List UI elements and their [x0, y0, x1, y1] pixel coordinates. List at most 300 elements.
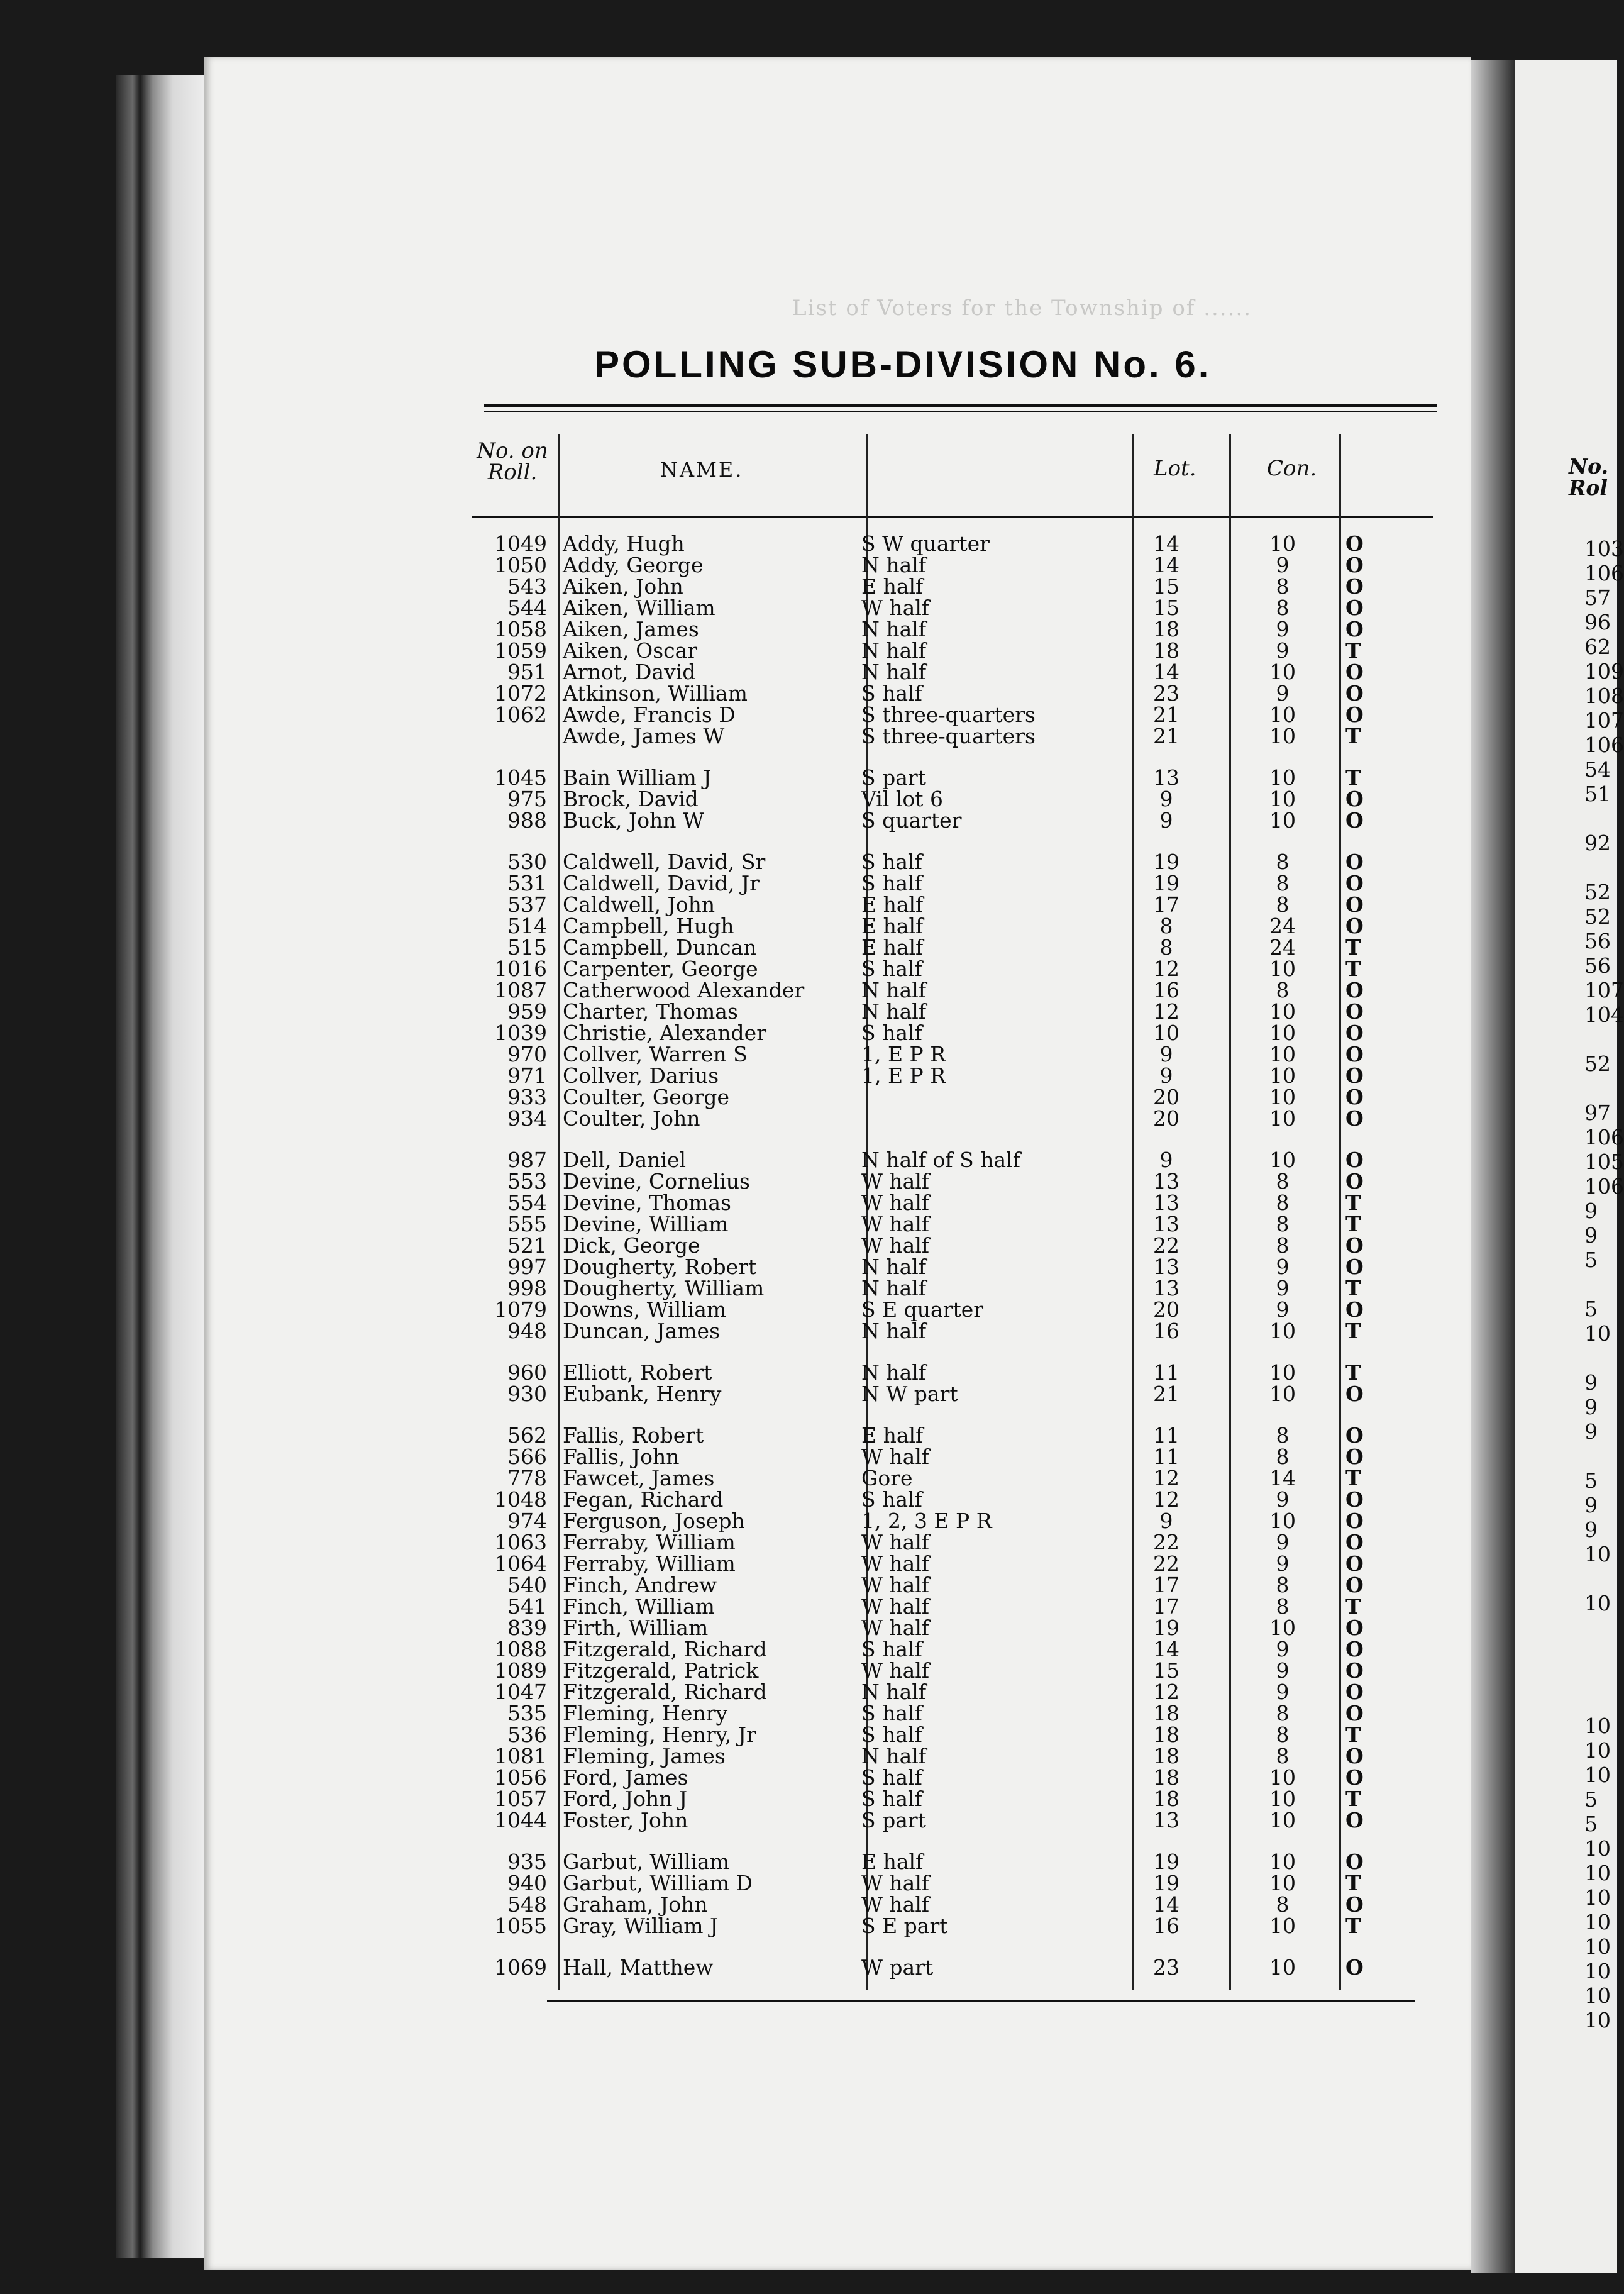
- voter-name: Bain William J: [563, 765, 712, 790]
- table-row: [0, 619, 1509, 640]
- table-row: [0, 894, 1509, 916]
- voter-status: O: [1345, 999, 1364, 1024]
- roll-number: 1055: [494, 1914, 547, 1938]
- roll-number: 948: [507, 1319, 547, 1343]
- voter-status: O: [1345, 1382, 1364, 1406]
- concession-number: 8: [1276, 871, 1290, 895]
- voter-name: Ferraby, William: [563, 1551, 736, 1576]
- concession-number: 10: [1269, 1615, 1296, 1640]
- lot-description: N half: [861, 638, 927, 663]
- roll-number: 997: [507, 1255, 547, 1279]
- voter-name: Fawcet, James: [563, 1466, 715, 1490]
- roll-number: 1045: [494, 765, 547, 790]
- voter-status: T: [1345, 1594, 1361, 1619]
- lot-number: 15: [1153, 596, 1179, 620]
- lot-number: 20: [1153, 1085, 1179, 1109]
- lot-description: S half: [861, 1637, 922, 1661]
- roll-number: 1064: [494, 1551, 547, 1576]
- lot-number: 22: [1153, 1233, 1179, 1258]
- voter-status: O: [1345, 1701, 1364, 1726]
- table-row: [0, 1278, 1509, 1299]
- concession-number: 8: [1276, 1444, 1290, 1469]
- voter-status: O: [1345, 531, 1364, 556]
- voter-name: Campbell, Hugh: [563, 914, 734, 938]
- roll-number: 1056: [494, 1765, 547, 1790]
- voter-name: Dell, Daniel: [563, 1148, 687, 1172]
- concession-number: 10: [1269, 1787, 1296, 1811]
- lot-number: 21: [1153, 702, 1179, 727]
- table-row: [0, 1894, 1509, 1915]
- table-row: [0, 1703, 1509, 1724]
- roll-number: 988: [507, 808, 547, 833]
- next-page-roll-number: 51: [1584, 782, 1611, 806]
- voter-status: O: [1345, 1808, 1364, 1832]
- concession-number: 9: [1276, 1487, 1290, 1512]
- lot-description: S E quarter: [861, 1297, 984, 1322]
- lot-number: 13: [1153, 1808, 1179, 1832]
- voter-status: O: [1345, 1509, 1364, 1533]
- voter-status: T: [1345, 638, 1361, 663]
- voter-status: O: [1345, 1487, 1364, 1512]
- voter-name: Duncan, James: [563, 1319, 721, 1343]
- voter-status: T: [1345, 1914, 1361, 1938]
- roll-number: 1059: [494, 638, 547, 663]
- roll-number: 536: [507, 1722, 547, 1747]
- voter-status: O: [1345, 1892, 1364, 1917]
- voter-status: O: [1345, 681, 1364, 706]
- concession-number: 9: [1276, 681, 1290, 706]
- roll-number: 974: [507, 1509, 547, 1533]
- voter-name: Foster, John: [563, 1808, 688, 1832]
- column-header-lot: Lot.: [1154, 456, 1196, 481]
- next-page-roll-number: 5: [1584, 1248, 1598, 1272]
- roll-number: 1048: [494, 1487, 547, 1512]
- lot-number: 17: [1153, 892, 1179, 917]
- roll-number: 960: [507, 1360, 547, 1385]
- voter-status: O: [1345, 850, 1364, 874]
- voter-status: O: [1345, 1042, 1364, 1067]
- voter-name: Firth, William: [563, 1615, 709, 1640]
- column-header-con: Con.: [1267, 456, 1317, 481]
- voter-name: Campbell, Duncan: [563, 935, 757, 960]
- roll-number: 934: [507, 1106, 547, 1131]
- lot-number: 16: [1153, 978, 1179, 1002]
- voter-name: Aiken, William: [563, 596, 715, 620]
- lot-number: 15: [1153, 574, 1179, 599]
- roll-number: 1047: [494, 1680, 547, 1704]
- lot-description: W half: [861, 1615, 930, 1640]
- table-row: [0, 873, 1509, 894]
- table-row: [0, 1724, 1509, 1746]
- voter-name: Devine, William: [563, 1212, 729, 1236]
- voter-status: T: [1345, 1360, 1361, 1385]
- next-page-roll-number: 9: [1584, 1395, 1598, 1419]
- next-page-roll-number: 62: [1584, 634, 1611, 659]
- next-page-roll-number: 92: [1584, 831, 1611, 855]
- concession-number: 9: [1276, 1658, 1290, 1683]
- roll-number: 1079: [494, 1297, 547, 1322]
- lot-number: 21: [1153, 1382, 1179, 1406]
- voter-name: Devine, Thomas: [563, 1190, 731, 1215]
- lot-description: E half: [861, 892, 924, 917]
- table-row: [0, 662, 1509, 683]
- voter-name: Dougherty, Robert: [563, 1255, 757, 1279]
- lot-description: N half: [861, 1360, 927, 1385]
- voter-status: O: [1345, 702, 1364, 727]
- concession-number: 8: [1276, 1190, 1290, 1215]
- next-page-roll-number: 10: [1584, 1738, 1611, 1763]
- lot-description: 1, 2, 3 E P R: [861, 1509, 992, 1533]
- voter-name: Fegan, Richard: [563, 1487, 724, 1512]
- table-row: [0, 1022, 1509, 1044]
- roll-number: 531: [507, 871, 547, 895]
- roll-number: 940: [507, 1871, 547, 1895]
- next-page-roll-number: 5: [1584, 1787, 1598, 1812]
- voter-name: Garbut, William D: [563, 1871, 753, 1895]
- page-title: POLLING SUB-DIVISION No. 6.: [594, 343, 1212, 385]
- concession-number: 8: [1276, 1423, 1290, 1448]
- roll-number: 555: [507, 1212, 547, 1236]
- next-page-roll-number: 56: [1584, 929, 1611, 953]
- roll-number: 566: [507, 1444, 547, 1469]
- lot-number: 13: [1153, 1190, 1179, 1215]
- next-page-roll-number: 10: [1584, 1885, 1611, 1910]
- voter-status: T: [1345, 1466, 1361, 1490]
- concession-number: 8: [1276, 1233, 1290, 1258]
- lot-number: 9: [1159, 1148, 1173, 1172]
- lot-number: 14: [1153, 660, 1179, 684]
- table-row: [0, 597, 1509, 619]
- voter-name: Addy, Hugh: [563, 531, 685, 556]
- next-page-roll-number: 10: [1584, 1959, 1611, 1983]
- column-header-roll: [468, 440, 556, 483]
- voter-status: T: [1345, 1319, 1361, 1343]
- voter-name: Christie, Alexander: [563, 1021, 766, 1045]
- voter-status: O: [1345, 1021, 1364, 1045]
- voter-name: Finch, Andrew: [563, 1573, 717, 1597]
- voter-status: O: [1345, 1551, 1364, 1576]
- voter-name: Collver, Warren S: [563, 1042, 748, 1067]
- roll-number: 839: [507, 1615, 547, 1640]
- next-page-roll-number: 9: [1584, 1370, 1598, 1395]
- lot-number: 12: [1153, 956, 1179, 981]
- lot-description: S half: [861, 1487, 922, 1512]
- roll-number: 562: [507, 1423, 547, 1448]
- column-header-name: NAME.: [660, 458, 744, 482]
- voter-name: Coulter, John: [563, 1106, 700, 1131]
- table-row: [0, 1639, 1509, 1660]
- roll-number: 1072: [494, 681, 547, 706]
- lot-number: 18: [1153, 1744, 1179, 1768]
- lot-number: 14: [1153, 1637, 1179, 1661]
- concession-number: 10: [1269, 1021, 1296, 1045]
- next-page-roll-number: 9: [1584, 1419, 1598, 1444]
- table-row: [0, 1767, 1509, 1788]
- voter-name: Ford, John J: [563, 1787, 688, 1811]
- lot-description: S half: [861, 1722, 922, 1747]
- lot-number: 14: [1153, 531, 1179, 556]
- lot-number: 12: [1153, 1487, 1179, 1512]
- roll-number: 1039: [494, 1021, 547, 1045]
- concession-number: 10: [1269, 702, 1296, 727]
- lot-description: S half: [861, 850, 922, 874]
- table-row: [0, 789, 1509, 810]
- lot-number: 15: [1153, 1658, 1179, 1683]
- lot-number: 16: [1153, 1319, 1179, 1343]
- lot-number: 8: [1159, 914, 1173, 938]
- roll-number: 544: [507, 596, 547, 620]
- roll-number: 1050: [494, 553, 547, 577]
- lot-number: 18: [1153, 1787, 1179, 1811]
- voter-name: Awde, James W: [563, 724, 725, 748]
- lot-number: 13: [1153, 1276, 1179, 1300]
- lot-number: 21: [1153, 724, 1179, 748]
- next-page-roll-number: 107: [1584, 978, 1624, 1002]
- roll-number: 998: [507, 1276, 547, 1300]
- title-rule-top: [484, 404, 1437, 407]
- lot-description: S part: [861, 765, 926, 790]
- voter-status: O: [1345, 1680, 1364, 1704]
- roll-number: 541: [507, 1594, 547, 1619]
- lot-description: W half: [861, 1233, 930, 1258]
- voter-status: O: [1345, 871, 1364, 895]
- voter-status: O: [1345, 1255, 1364, 1279]
- next-page-roll-number: 104: [1584, 1002, 1624, 1027]
- next-page-roll-number: 10: [1584, 1591, 1611, 1615]
- table-row: [0, 1915, 1509, 1937]
- table-row: [0, 1510, 1509, 1532]
- lot-description: S half: [861, 1701, 922, 1726]
- roll-number: 537: [507, 892, 547, 917]
- roll-number: 971: [507, 1063, 547, 1088]
- next-page-roll-number: 97: [1584, 1100, 1611, 1125]
- voter-status: O: [1345, 1765, 1364, 1790]
- header-rule: [472, 516, 1433, 518]
- voter-name: Ferraby, William: [563, 1530, 736, 1554]
- concession-number: 10: [1269, 1085, 1296, 1109]
- lot-description: S half: [861, 1787, 922, 1811]
- concession-number: 10: [1269, 787, 1296, 811]
- next-page-header-roll: Rol: [1569, 475, 1608, 500]
- table-row: [0, 683, 1509, 704]
- table-row: [0, 1682, 1509, 1703]
- lot-number: 22: [1153, 1530, 1179, 1554]
- lot-description: E half: [861, 574, 924, 599]
- voter-status: T: [1345, 724, 1361, 748]
- roll-number: 987: [507, 1148, 547, 1172]
- next-page-header: [1569, 456, 1608, 499]
- roll-number: 1087: [494, 978, 547, 1002]
- lot-number: 19: [1153, 1615, 1179, 1640]
- voter-name: Caldwell, David, Sr: [563, 850, 766, 874]
- next-page-roll-number: 106: [1584, 1174, 1624, 1199]
- lot-number: 17: [1153, 1573, 1179, 1597]
- lot-description: N half of S half: [861, 1148, 1020, 1172]
- voter-status: O: [1345, 978, 1364, 1002]
- voter-name: Caldwell, David, Jr: [563, 871, 760, 895]
- voter-status: T: [1345, 956, 1361, 981]
- column-header-roll-line1: No. on: [477, 438, 548, 463]
- concession-number: 8: [1276, 978, 1290, 1002]
- lot-description: W half: [861, 1892, 930, 1917]
- lot-number: 13: [1153, 1212, 1179, 1236]
- lot-number: 12: [1153, 1466, 1179, 1490]
- lot-description: S E part: [861, 1914, 948, 1938]
- next-page-roll-number: 52: [1584, 1051, 1611, 1076]
- lot-number: 8: [1159, 935, 1173, 960]
- concession-number: 9: [1276, 617, 1290, 641]
- table-row: [0, 1214, 1509, 1235]
- voter-name: Brock, David: [563, 787, 699, 811]
- next-page-roll-number: 106: [1584, 1125, 1624, 1150]
- roll-number: 935: [507, 1849, 547, 1874]
- voter-name: Aiken, Oscar: [563, 638, 698, 663]
- table-row: [0, 1299, 1509, 1321]
- table-row: [0, 1001, 1509, 1022]
- lot-number: 23: [1153, 681, 1179, 706]
- concession-number: 8: [1276, 596, 1290, 620]
- roll-number: 959: [507, 999, 547, 1024]
- table-row: [0, 937, 1509, 958]
- roll-number: 543: [507, 574, 547, 599]
- table-row: [0, 1044, 1509, 1065]
- lot-number: 22: [1153, 1551, 1179, 1576]
- lot-description: W half: [861, 1169, 930, 1194]
- table-row: [0, 1532, 1509, 1553]
- lot-description: S three-quarters: [861, 724, 1036, 748]
- next-page-roll-number: 107: [1584, 708, 1624, 733]
- lot-description: N half: [861, 660, 927, 684]
- lot-number: 17: [1153, 1594, 1179, 1619]
- lot-description: W half: [861, 596, 930, 620]
- table-row: [0, 1150, 1509, 1171]
- voter-status: T: [1345, 935, 1361, 960]
- next-page-roll-number: 10: [1584, 1763, 1611, 1787]
- voter-status: O: [1345, 914, 1364, 938]
- next-page-roll-number: 10: [1584, 1910, 1611, 1934]
- table-row: [0, 704, 1509, 726]
- next-page-roll-number: 52: [1584, 880, 1611, 904]
- lot-number: 12: [1153, 1680, 1179, 1704]
- voter-status: O: [1345, 1085, 1364, 1109]
- roll-number: 970: [507, 1042, 547, 1067]
- lot-number: 18: [1153, 1765, 1179, 1790]
- table-row: [0, 851, 1509, 873]
- title-rule-bottom: [484, 411, 1437, 412]
- next-page-roll-number: 109: [1584, 659, 1624, 684]
- table-row: [0, 1087, 1509, 1108]
- lot-description: 1, E P R: [861, 1042, 946, 1067]
- concession-number: 9: [1276, 1255, 1290, 1279]
- lot-description: W half: [861, 1190, 930, 1215]
- voter-name: Fitzgerald, Patrick: [563, 1658, 759, 1683]
- lot-description: W half: [861, 1573, 930, 1597]
- voter-status: T: [1345, 765, 1361, 790]
- roll-number: 535: [507, 1701, 547, 1726]
- lot-description: S half: [861, 1021, 922, 1045]
- next-page-roll-number: 10: [1584, 1836, 1611, 1861]
- voter-status: O: [1345, 1658, 1364, 1683]
- lot-description: N half: [861, 617, 927, 641]
- concession-number: 8: [1276, 1169, 1290, 1194]
- next-page-roll-number: 108: [1584, 684, 1624, 708]
- concession-number: 10: [1269, 1849, 1296, 1874]
- table-row: [0, 555, 1509, 576]
- lot-number: 12: [1153, 999, 1179, 1024]
- voter-status: O: [1345, 1106, 1364, 1131]
- next-page-roll-number: 106: [1584, 561, 1624, 585]
- voter-name: Dick, George: [563, 1233, 700, 1258]
- concession-number: 9: [1276, 638, 1290, 663]
- table-row: [0, 1192, 1509, 1214]
- lot-description: S three-quarters: [861, 702, 1036, 727]
- table-row: [0, 1873, 1509, 1894]
- lot-number: 20: [1153, 1106, 1179, 1131]
- lot-description: N half: [861, 1255, 927, 1279]
- concession-number: 14: [1269, 1466, 1296, 1490]
- table-row: [0, 958, 1509, 980]
- roll-number: 515: [507, 935, 547, 960]
- voter-status: O: [1345, 1530, 1364, 1554]
- next-page-roll-number: 10: [1584, 1542, 1611, 1566]
- lot-number: 16: [1153, 1914, 1179, 1938]
- lot-description: E half: [861, 1849, 924, 1874]
- lot-description: S W quarter: [861, 531, 990, 556]
- voter-name: Charter, Thomas: [563, 999, 738, 1024]
- voter-name: Addy, George: [563, 553, 704, 577]
- table-row: [0, 1065, 1509, 1087]
- table-row: [0, 980, 1509, 1001]
- voter-name: Downs, William: [563, 1297, 727, 1322]
- lot-number: 9: [1159, 1042, 1173, 1067]
- voter-status: T: [1345, 1276, 1361, 1300]
- concession-number: 8: [1276, 574, 1290, 599]
- table-row: [0, 1617, 1509, 1639]
- lot-description: N half: [861, 999, 927, 1024]
- concession-number: 10: [1269, 660, 1296, 684]
- voter-name: Buck, John W: [563, 808, 704, 833]
- roll-number: 530: [507, 850, 547, 874]
- lot-number: 14: [1153, 1892, 1179, 1917]
- concession-number: 10: [1269, 1914, 1296, 1938]
- table-row: [0, 1383, 1509, 1405]
- concession-number: 8: [1276, 1573, 1290, 1597]
- voter-name: Fallis, Robert: [563, 1423, 704, 1448]
- next-page-roll-number: 5: [1584, 1812, 1598, 1836]
- table-row: [0, 1810, 1509, 1831]
- lot-description: S part: [861, 1808, 926, 1832]
- voter-status: O: [1345, 1148, 1364, 1172]
- table-row: [0, 1746, 1509, 1767]
- next-page-roll-number: 106: [1584, 733, 1624, 757]
- voter-name: Fleming, Henry: [563, 1701, 728, 1726]
- lot-number: 11: [1153, 1423, 1179, 1448]
- lot-description: N half: [861, 1744, 927, 1768]
- lot-description: W half: [861, 1444, 930, 1469]
- roll-number: 778: [507, 1466, 547, 1490]
- next-page-roll-number: 54: [1584, 757, 1611, 782]
- lot-description: W half: [861, 1658, 930, 1683]
- next-page-roll-number: 5: [1584, 1468, 1598, 1493]
- roll-number: 1062: [494, 702, 547, 727]
- table-row: [0, 726, 1509, 747]
- concession-number: 8: [1276, 850, 1290, 874]
- roll-number: 540: [507, 1573, 547, 1597]
- concession-number: 8: [1276, 892, 1290, 917]
- table-row: [0, 1171, 1509, 1192]
- lot-description: N W part: [861, 1382, 958, 1406]
- roll-number: 1063: [494, 1530, 547, 1554]
